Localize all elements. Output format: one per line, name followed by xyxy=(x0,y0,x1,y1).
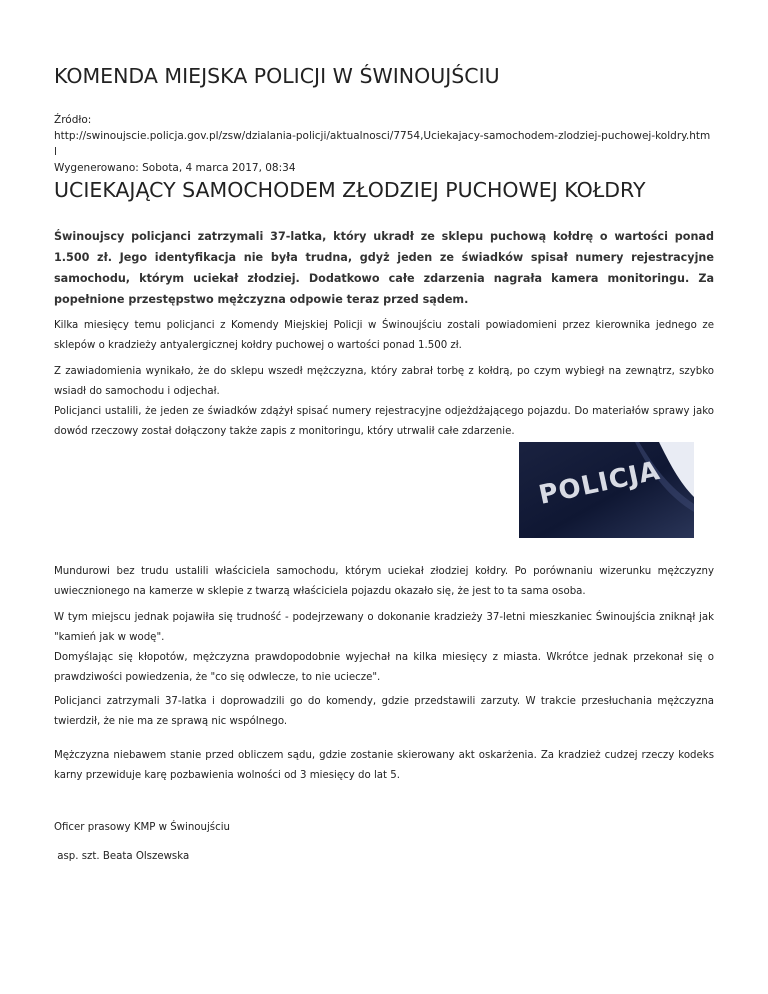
paragraph-2b: Policjanci ustalili, że jeden ze świadków zdążył spisać numery rejestracyjne odjeżdżającego pojazdu. Do materiałów sprawy jako dowód rzeczowy został dołączony także zapis z monitoringu, który utrwalił całe zdarzenie. xyxy=(54,406,714,437)
source-url: http://swinoujscie.policja.gov.pl/zsw/dzialania-policji/aktualnosci/7754,Uciekajacy-samochodem-zlodziej-puchowej-koldry.htm l xyxy=(54,130,711,158)
paragraph-1: Kilka miesięcy temu policjanci z Komendy Miejskiej Policji w Świnoujściu zostali powiadomieni przez kierownika jednego ze sklepów o kradzieży antyalergicznej kołdry puchowej o wartości ponad 1.500 zł. xyxy=(54,320,714,351)
source-label: Źródło: xyxy=(54,114,92,126)
article-title: UCIEKAJĄCY SAMOCHODEM ZŁODZIEJ PUCHOWEJ KOŁDRY xyxy=(54,178,646,202)
paragraph-6: Mężczyzna niebawem stanie przed obliczem sądu, gdzie zostanie skierowany akt oskarżenia. Za kradzież cudzej rzeczy kodeks karny przewiduje karę pozbawienia wolności od 3 miesięcy do lat 5. xyxy=(54,750,714,781)
police-jacket-image xyxy=(519,442,694,538)
paragraph-4b: Domyślając się kłopotów, mężczyzna prawdopodobnie wyjechał na kilka miesięcy z miasta. Wkrótce jednak przekonał się o prawdziwości powiedzenia, że "co się odwlecze, to nie uciecze". xyxy=(54,652,714,683)
paragraph-5: Policjanci zatrzymali 37-latka i doprowadzili go do komendy, gdzie przedstawili zarzuty. W trakcie przesłuchania mężczyzna twierdził, że nie ma ze sprawą nic wspólnego. xyxy=(54,696,714,727)
photo-police-text: POLICJA xyxy=(536,455,664,511)
paragraph-4a: W tym miejscu jednak pojawiła się trudność - podejrzewany o dokonanie kradzieży 37-letni mieszkaniec Świnoujścia zniknął jak "kamień jak w wodę". xyxy=(54,612,714,643)
signature-name: asp. szt. Beata Olszewska xyxy=(54,851,190,862)
signature-role: Oficer prasowy KMP w Świnoujściu xyxy=(54,822,230,833)
site-title: KOMENDA MIEJSKA POLICJI W ŚWINOUJŚCIU xyxy=(54,64,500,88)
paragraph-3: Mundurowi bez trudu ustalili właściciela samochodu, którym uciekał złodziej kołdry. Po porównaniu wizerunku mężczyzny uwiecznionego na kamerze w sklepie z twarzą właściciela pojazdu okazało się, że jest to ta sama osoba. xyxy=(54,566,714,597)
article-lead: Świnoujscy policjanci zatrzymali 37-latka, który ukradł ze sklepu puchową kołdrę o wartości ponad 1.500 zł. Jego identyfikacja nie była trudna, gdyż jeden ze świadków spisał numery rejestracyjne samochodu, którym uciekał złodziej. Dodatkowo całe zdarzenia nagrała kamera monitoringu. Za popełnione przestępstwo mężczyzna odpowie teraz przed sądem. xyxy=(54,230,714,306)
paragraph-2a: Z zawiadomienia wynikało, że do sklepu wszedł mężczyzna, który zabrał torbę z kołdrą, po czym wybiegł na zewnątrz, szybko wsiadł do samochodu i odjechał. xyxy=(54,366,714,397)
source-meta xyxy=(54,112,714,176)
police-photo xyxy=(519,442,694,538)
generated-date: Wygenerowano: Sobota, 4 marca 2017, 08:34 xyxy=(54,162,296,174)
